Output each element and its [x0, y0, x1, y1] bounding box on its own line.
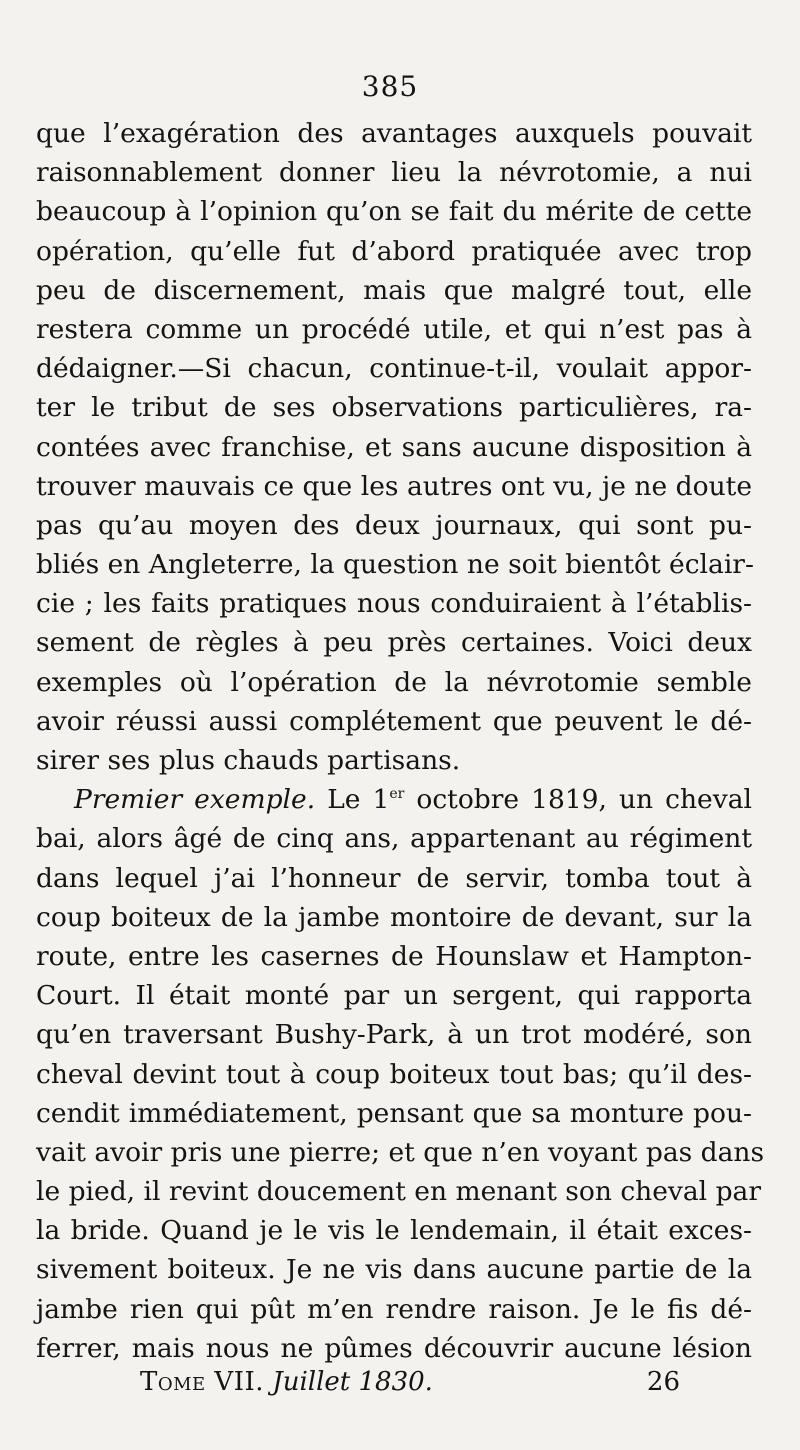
- text-line: cendit immédiatement, pensant que sa monture pou-: [36, 1097, 752, 1129]
- text-line: route, entre les casernes de Hounslaw et Hampton-: [36, 940, 752, 972]
- signature-mark: 26: [646, 1367, 680, 1397]
- text-line: qu’en traversant Bushy-Park, à un trot modéré, son: [36, 1019, 752, 1051]
- text-line: jambe rien qui pût m’en rendre raison. Je le fis dé-: [36, 1293, 752, 1325]
- text-line: la bride. Quand je le vis le lendemain, il était exces-: [36, 1215, 752, 1247]
- body-text: [36, 114, 765, 1368]
- text-line: peu de discernement, mais que malgré tout, elle: [36, 274, 752, 306]
- text-line: avoir réussi aussi complétement que peuvent le dé-: [36, 705, 752, 737]
- text-line: cheval devint tout à coup boiteux tout bas; qu’il des-: [36, 1058, 752, 1090]
- example-first-line: [36, 780, 752, 819]
- ordinal-superscript: er: [389, 786, 405, 803]
- text-line: trouver mauvais ce que les autres ont vu, je ne doute: [36, 470, 752, 502]
- paragraph-last-line: sirer ses plus chauds partisans.: [36, 745, 461, 776]
- issue-date: Juillet 1830.: [272, 1367, 433, 1397]
- text-line: ter le tribut de ses observations particulières, ra-: [36, 392, 752, 424]
- text-line: dans lequel j’ai l’honneur de servir, tomba tout à: [36, 862, 752, 894]
- text-line: restera comme un procédé utile, et qui n’est pas à: [36, 313, 752, 345]
- text-line: Court. Il était monté par un sergent, qui rapporta: [36, 980, 752, 1012]
- page-footer: [140, 1367, 680, 1397]
- text-line: dédaigner.—Si chacun, continue-t-il, voulait appor-: [36, 353, 752, 385]
- text-line: cie ; les faits pratiques nous conduiraient à l’établis-: [36, 588, 752, 620]
- text-line: raisonnablement donner lieu la névrotomie, a nui: [36, 157, 752, 189]
- text-line: ferrer, mais nous ne pûmes découvrir aucune lésion: [36, 1332, 752, 1364]
- text-line: sivement boiteux. Je ne vis dans aucune partie de la: [36, 1254, 752, 1286]
- text-line: que l’exagération des avantages auxquels pouvait: [36, 118, 752, 149]
- text-line: bliés en Angleterre, la question ne soit bientôt éclair-: [36, 549, 754, 581]
- text-line: exemples où l’opération de la névrotomie semble: [36, 666, 752, 698]
- text-line: le pied, il revint doucement en menant son cheval par: [36, 1176, 762, 1208]
- text-line: vait avoir pris une pierre; et que n’en voyant pas dans: [36, 1136, 765, 1168]
- text-line: pas qu’au moyen des deux journaux, qui sont pu-: [36, 509, 752, 541]
- text-line: bai, alors âgé de cinq ans, appartenant au régiment: [36, 823, 752, 855]
- example-date-rest: octobre 1819, un cheval: [404, 784, 752, 816]
- text-line: contées avec franchise, et sans aucune disposition à: [36, 431, 752, 463]
- text-line: sement de règles à peu près certaines. Voici deux: [36, 627, 752, 659]
- example-date-start: Le 1: [327, 784, 390, 816]
- text-line: opération, qu’elle fut d’abord pratiquée avec trop: [36, 235, 752, 267]
- text-line: coup boiteux de la jambe montoire de devant, sur la: [36, 901, 752, 933]
- volume-label: Tome VII.: [140, 1367, 265, 1397]
- page-number: 385: [361, 70, 419, 103]
- example-heading: Premier exemple.: [74, 784, 316, 816]
- text-line: beaucoup à l’opinion qu’on se fait du mérite de cette: [36, 196, 752, 228]
